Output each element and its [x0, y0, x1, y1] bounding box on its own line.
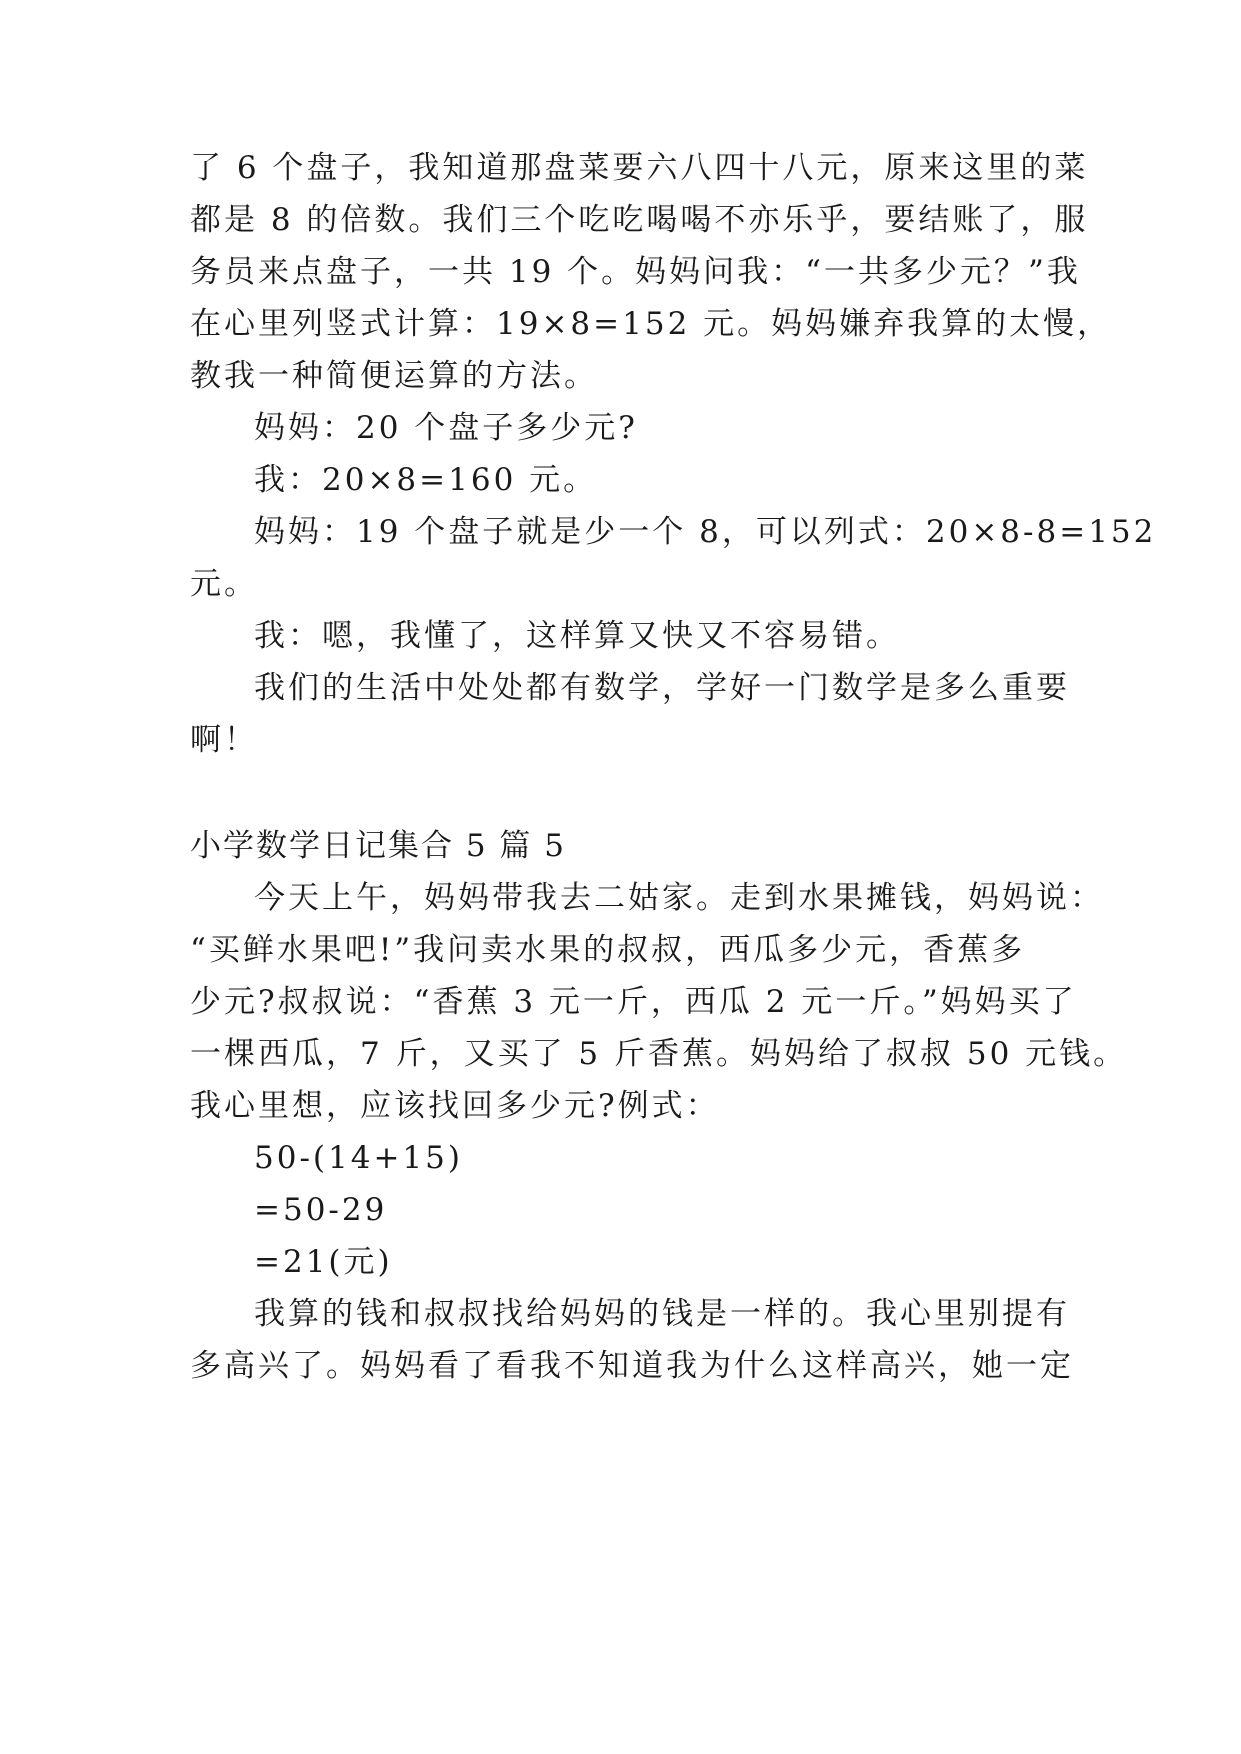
paragraph-line: 都是 8 的倍数。我们三个吃吃喝喝不亦乐乎，要结账了，服	[190, 202, 1089, 238]
dialog-line: 元。	[190, 566, 258, 602]
paragraph-line: 了 6 个盘子，我知道那盘菜要六八四十八元，原来这里的菜	[190, 150, 1089, 186]
section-heading: 小学数学日记集合 5 篇 5	[190, 828, 567, 864]
paragraph-line: 务员来点盘子，一共 19 个。妈妈问我：“一共多少元？”我	[190, 254, 1081, 290]
paragraph-line: 教我一种简便运算的方法。	[190, 358, 598, 394]
paragraph-line: “买鲜水果吧!”我问卖水果的叔叔，西瓜多少元，香蕉多	[190, 932, 1026, 968]
dialog-line: 妈妈：19 个盘子就是少一个 8，可以列式：20×8-8=152	[254, 514, 1157, 550]
equation-line: =21(元)	[254, 1244, 393, 1280]
equation-line: =50-29	[254, 1192, 388, 1228]
paragraph-line: 一棵西瓜，7 斤，又买了 5 斤香蕉。妈妈给了叔叔 50 元钱。	[190, 1036, 1128, 1072]
closing-line: 啊！	[190, 722, 258, 758]
dialog-line: 我：20×8=160 元。	[254, 462, 598, 498]
paragraph-line: 多高兴了。妈妈看了看我不知道我为什么这样高兴，她一定	[190, 1348, 1074, 1384]
dialog-line: 我：嗯，我懂了，这样算又快又不容易错。	[254, 618, 900, 654]
closing-line: 我们的生活中处处都有数学，学好一门数学是多么重要	[254, 670, 1070, 706]
paragraph-line: 我算的钱和叔叔找给妈妈的钱是一样的。我心里别提有	[254, 1296, 1070, 1332]
equation-line: 50-(14+15)	[254, 1140, 463, 1176]
paragraph-line: 我心里想，应该找回多少元?例式：	[190, 1088, 720, 1124]
paragraph-line: 少元?叔叔说：“香蕉 3 元一斤，西瓜 2 元一斤。”妈妈买了	[190, 984, 1077, 1020]
dialog-line: 妈妈：20 个盘子多少元?	[254, 410, 638, 446]
paragraph-line: 在心里列竖式计算：19×8=152 元。妈妈嫌弃我算的太慢，	[190, 306, 1112, 342]
paragraph-line: 今天上午，妈妈带我去二姑家。走到水果摊钱，妈妈说：	[254, 880, 1104, 916]
